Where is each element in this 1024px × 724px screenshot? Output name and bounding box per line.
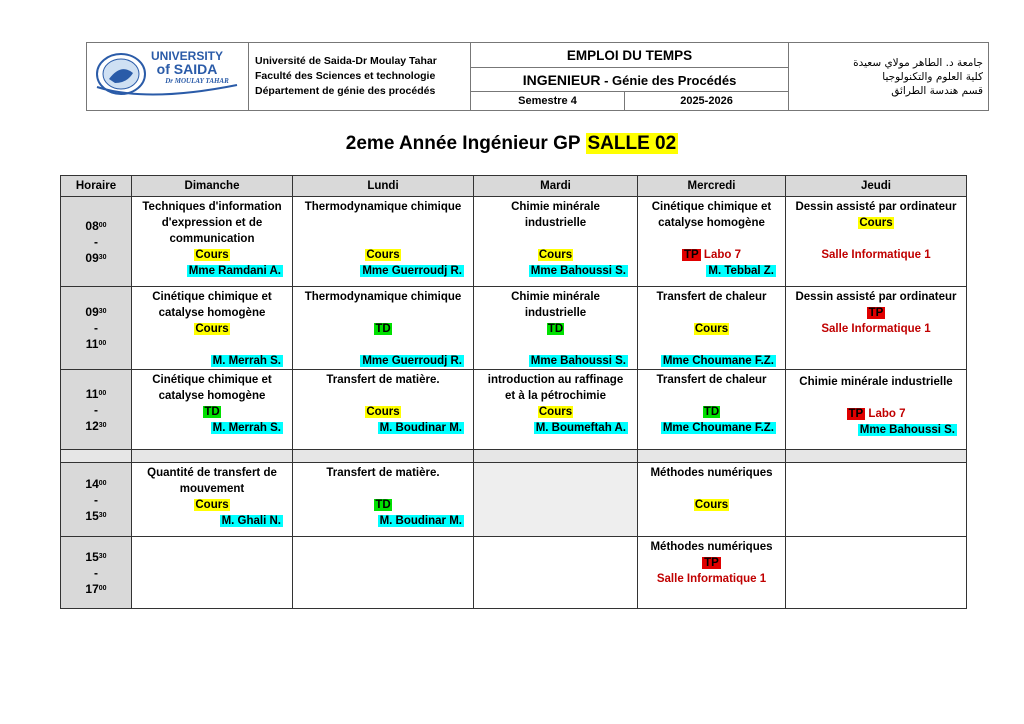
session-cell[interactable] (638, 463, 786, 537)
type-badge: TD (375, 499, 391, 511)
session-cell[interactable] (638, 537, 786, 609)
logo-line-3: Dr MOULAY TAHAR (165, 77, 229, 85)
subject: Cinétique chimique et (152, 291, 272, 303)
timetable (60, 175, 967, 609)
type-badge: TP (868, 307, 884, 319)
room-label: Salle Informatique 1 (656, 573, 767, 585)
type-badge: TP (848, 408, 864, 420)
session-cell[interactable]: Quantité de transfert de mouvement Cours M. Ghali N. (132, 463, 293, 537)
department-name: Département de génie des procédés (255, 85, 436, 97)
room-label: Labo 7 (703, 249, 741, 261)
subject: introduction au raffinage (487, 374, 624, 386)
subject: Cinétique chimique et (152, 374, 272, 386)
empty-cell (293, 537, 474, 609)
time-slot: $09^{30}$ - $11^{00}$ (61, 287, 132, 370)
university-name: Université de Saida-Dr Moulay Tahar (255, 55, 437, 67)
type-badge: TD (547, 323, 564, 335)
room-label: Salle Informatique 1 (821, 323, 931, 335)
session-cell[interactable]: Chimie minérale industrielle Cours Mme Bahoussi S. (474, 197, 638, 287)
subject: Transfert de matière. (326, 374, 440, 386)
teacher: Mme Bahoussi S. (530, 265, 626, 277)
session-cell[interactable] (638, 370, 786, 450)
col-header-mercredi: Mercredi (638, 176, 786, 197)
subject: Transfert de matière. (326, 467, 440, 479)
logo-line-1: UNIVERSITY (150, 49, 224, 63)
time-slot: $11^{00}$ - $12^{30}$ (61, 370, 132, 450)
time-slot: $15^{30}$ - $17^{00}$ (61, 537, 132, 609)
subject: Cinétique chimique et (651, 201, 772, 213)
empty-cell (474, 463, 638, 537)
university-logo (87, 43, 249, 111)
type-badge: Cours (694, 499, 729, 511)
empty-cell (474, 537, 638, 609)
type-badge: Cours (538, 406, 573, 418)
type-badge: Cours (366, 406, 400, 418)
teacher: Mme Choumane F.Z. (662, 422, 774, 434)
teacher: Mme Bahoussi S. (530, 355, 626, 367)
empty-cell (132, 537, 293, 609)
col-header-dimanche: Dimanche (132, 176, 293, 197)
type-badge: Cours (366, 249, 400, 261)
teacher: M. Boumeftah A. (535, 422, 626, 434)
teacher: M. Merrah S. (212, 355, 281, 367)
subject: Thermodynamique chimique (304, 291, 462, 303)
logo-line-2: of SAIDA (156, 61, 218, 77)
session-cell[interactable]: introduction au raffinage et à la pétrochimie Cours M. Boumeftah A. (474, 370, 638, 450)
document-header (86, 42, 989, 111)
page-title (0, 133, 1024, 155)
teacher: Mme Choumane F.Z. (662, 355, 774, 367)
room-badge: SALLE 02 (587, 133, 677, 154)
type-badge: TD (375, 323, 391, 335)
empty-cell (786, 463, 967, 537)
type-badge: Cours (538, 249, 573, 261)
type-badge: Cours (195, 249, 229, 261)
subject: Chimie minérale (511, 201, 600, 213)
teacher: M. Ghali N. (221, 515, 281, 527)
teacher: Mme Ramdani A. (188, 265, 281, 277)
subject: Quantité de transfert de (147, 467, 277, 479)
col-header-lundi: Lundi (293, 176, 474, 197)
subject: Chimie minérale (511, 291, 600, 303)
col-header-mardi: Mardi (474, 176, 638, 197)
subject: Transfert de chaleur (656, 374, 767, 386)
room-label: Labo 7 (868, 408, 906, 420)
teacher: M. Tebbal Z. (708, 265, 774, 277)
title-main: 2eme Année Ingénieur GP (345, 133, 586, 154)
arabic-info (789, 43, 989, 111)
session-cell[interactable]: Techniques d'information d'expression et de communication Cours Mme Ramdani A. (132, 197, 293, 287)
type-badge: TP (704, 557, 719, 569)
session-cell[interactable] (786, 197, 967, 287)
arabic-university: جامعة د. الطاهر مولاي سعيدة (853, 56, 984, 69)
subject: Techniques d'information (142, 201, 282, 213)
type-badge: Cours (694, 323, 729, 335)
type-badge: Cours (859, 217, 893, 229)
session-cell[interactable] (786, 287, 967, 370)
type-badge: Cours (195, 499, 229, 511)
subject: Dessin assisté par ordinateur (795, 291, 957, 303)
arabic-faculty: كلية العلوم والتكنولوجيا (882, 70, 984, 83)
teacher: M. Boudinar M. (379, 515, 462, 527)
session-cell[interactable]: Cinétique chimique et catalyse homogène TP Labo 7 M. Tebbal Z. (638, 197, 786, 287)
type-badge: TD (204, 406, 220, 418)
semester: Semestre 4 (471, 92, 625, 111)
academic-year: 2025-2026 (625, 92, 789, 111)
program-main: INGENIEUR (522, 71, 601, 88)
arabic-department: قسم هندسة الطرائق (891, 84, 984, 97)
col-header-jeudi: Jeudi (786, 176, 967, 197)
type-badge: Cours (195, 323, 229, 335)
subject: Transfert de chaleur (656, 291, 767, 303)
subject: Chimie minérale industrielle (799, 376, 953, 388)
time-slot: $08^{00}$ - $09^{30}$ (61, 197, 132, 287)
subject: Dessin assisté par ordinateur (795, 201, 957, 213)
subject: Méthodes numériques (650, 541, 773, 553)
teacher: Mme Guerroudj R. (362, 355, 462, 367)
subject: Méthodes numériques (650, 467, 773, 479)
session-cell[interactable] (293, 287, 474, 370)
teacher: M. Boudinar M. (379, 422, 462, 434)
session-cell[interactable]: Cinétique chimique et catalyse homogène TD M. Merrah S. (132, 370, 293, 450)
type-badge: TD (703, 406, 720, 418)
teacher: M. Merrah S. (212, 422, 281, 434)
room-label: Salle Informatique 1 (821, 249, 931, 261)
program-title (471, 68, 789, 92)
session-cell[interactable] (293, 463, 474, 537)
lunch-separator (61, 450, 967, 463)
faculty-name: Faculté des Sciences et technologie (255, 70, 436, 82)
doc-title: EMPLOI DU TEMPS (471, 43, 789, 68)
session-cell[interactable]: Cinétique chimique et catalyse homogène Cours M. Merrah S. (132, 287, 293, 370)
session-cell[interactable] (638, 287, 786, 370)
session-cell[interactable] (293, 197, 474, 287)
teacher: Mme Bahoussi S. (859, 424, 955, 436)
col-header-horaire: Horaire (61, 176, 132, 197)
time-slot: $14^{00}$ - $15^{30}$ (61, 463, 132, 537)
empty-cell (786, 537, 967, 609)
session-cell[interactable] (293, 370, 474, 450)
session-cell[interactable]: Chimie minérale industrielle TD Mme Bahoussi S. (474, 287, 638, 370)
university-info (249, 43, 471, 111)
subject: Thermodynamique chimique (304, 201, 462, 213)
type-badge: TP (684, 249, 699, 261)
session-cell[interactable] (786, 370, 967, 450)
program-sub: - Génie des Procédés (600, 72, 737, 88)
teacher: Mme Guerroudj R. (362, 265, 462, 277)
